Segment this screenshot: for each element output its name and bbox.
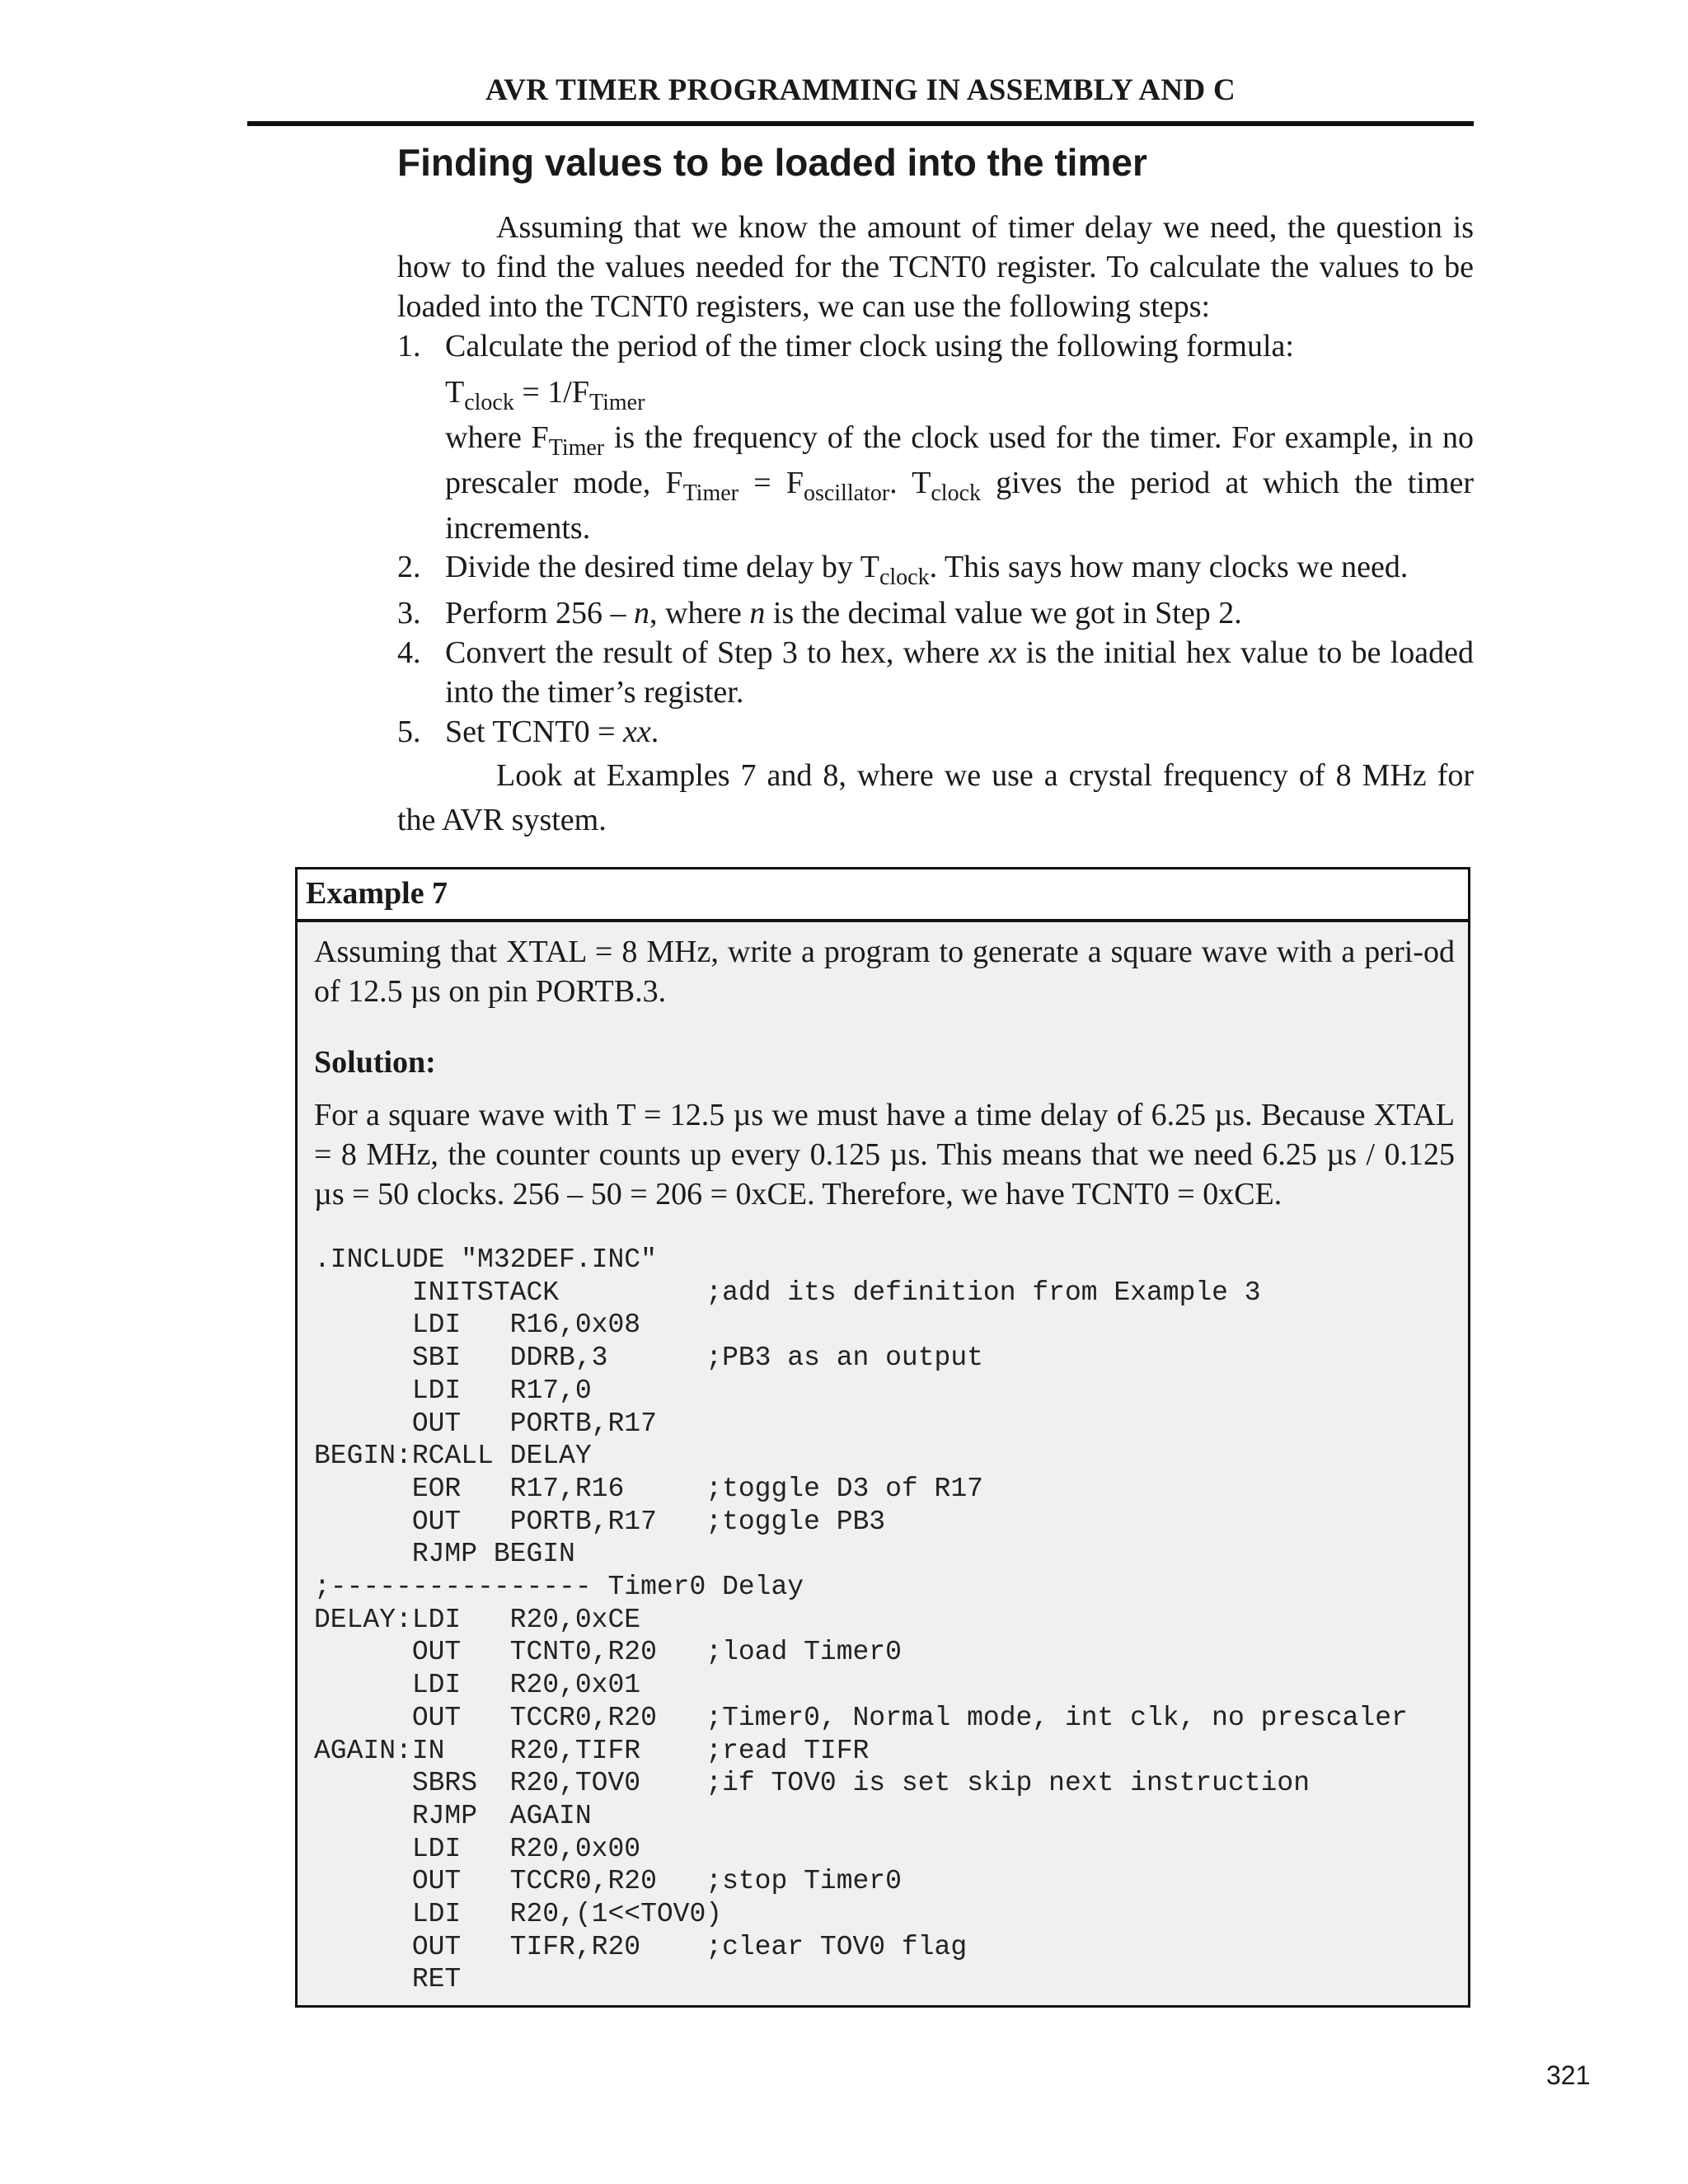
page-number: 321 — [1546, 2060, 1591, 2090]
formula-subscript: Timer — [588, 390, 645, 415]
text-part: = F — [738, 466, 804, 500]
variable: n — [749, 596, 766, 630]
formula-subscript: clock — [464, 390, 514, 415]
text-part: . — [650, 715, 659, 749]
subscript: oscillator — [803, 480, 890, 506]
variable: xx — [623, 715, 651, 749]
text-part: Set TCNT0 = — [445, 715, 624, 749]
text-part: is the decimal value we got in Step 2. — [765, 596, 1242, 630]
step-number: 4. — [397, 635, 421, 670]
header-rule — [247, 121, 1474, 126]
assembly-code-listing: .INCLUDE "M32DEF.INC" INITSTACK ;add its definition from Example 3 LDI R16,0x08 SBI DDRB,3 ;PB3 as an output LDI R17,0 OUT PORTB,R17 BEGIN:RCALL DELAY EOR R17,R16 ;toggle D3 of R17 OUT PORTB,R17 ;toggle PB3 RJMP BEGIN ;---------------- Timer0 Delay DELAY:LDI R20,0xCE OUT TCNT0,R20 ;load Timer0 LDI R20,0x01 OUT TCCR0,R20 ;Timer0, Normal mode, int clk, no prescaler AGAIN:IN R20,TIFR ;read TIFR SBRS R20,TOV0 ;if TOV0 is set skip next instruction RJMP AGAIN LDI R20,0x00 OUT TCCR0,R20 ;stop Timer0 LDI R20,(1<<TOV0) OUT TIFR,R20 ;clear TOV0 flag RET — [314, 1244, 1408, 1995]
closing-paragraph: Look at Examples 7 and 8, where we use a crystal frequency of 8 MHz for the AVR system. — [397, 758, 1474, 837]
formula-part: = 1/F — [513, 375, 589, 410]
text-part: . T — [889, 466, 931, 500]
section-heading: Finding values to be loaded into the timer — [397, 141, 1147, 184]
text-part: gives the period at which the timer increments. — [445, 466, 1474, 546]
step-number: 1. — [397, 329, 421, 363]
example-title: Example 7 — [298, 869, 1468, 922]
step-number: 2. — [397, 550, 421, 584]
text-part: is the initial hex value to be loaded into the timer’s register. — [445, 635, 1474, 710]
example-problem: Assuming that XTAL = 8 MHz, write a program to generate a square wave with a peri-od of 12.5 µs on pin PORTB.3. — [314, 935, 1455, 1009]
solution-text: For a square wave with T = 12.5 µs we must have a time delay of 6.25 µs. Because XTAL = 8 MHz, the counter counts up every 0.125 µs. This means that we need 6.25 µs / 0.125 µs = 50 clocks. 256 – 50 = 206 = 0xCE. Therefore, we have TCNT0 = 0xCE. — [314, 1098, 1455, 1212]
text-part: Perform 256 – — [445, 596, 635, 630]
text-part: , where — [649, 596, 750, 630]
example-box — [295, 867, 1470, 2008]
text-part: Divide the desired time delay by T — [445, 550, 879, 584]
subscript: clock — [931, 480, 982, 506]
text-part: is the frequency of the clock used for the timer. For example, in no prescaler mode, F — [445, 420, 1474, 500]
variable: n — [634, 596, 650, 630]
formula-part: T — [445, 375, 465, 410]
variable: xx — [988, 635, 1017, 670]
running-header: AVR TIMER PROGRAMMING IN ASSEMBLY AND C — [485, 73, 1236, 107]
text-part: where F — [445, 420, 549, 455]
solution-label: Solution: — [314, 1045, 436, 1080]
step-number: 3. — [397, 596, 421, 630]
step-number: 5. — [397, 715, 421, 749]
text-part: . This says how many clocks we need. — [929, 550, 1409, 584]
subscript: Timer — [548, 435, 605, 461]
text-part: Convert the result of Step 3 to hex, where — [445, 635, 989, 670]
intro-paragraph: Assuming that we know the amount of timer delay we need, the question is how to find the values needed for the TCNT0 register. To calculate the values to be loaded into the TCNT0 registers, we can use the following steps: — [397, 210, 1474, 324]
step-text: Calculate the period of the timer clock using the following formula: — [445, 329, 1294, 363]
subscript: Timer — [682, 480, 738, 506]
subscript: clock — [879, 565, 930, 590]
